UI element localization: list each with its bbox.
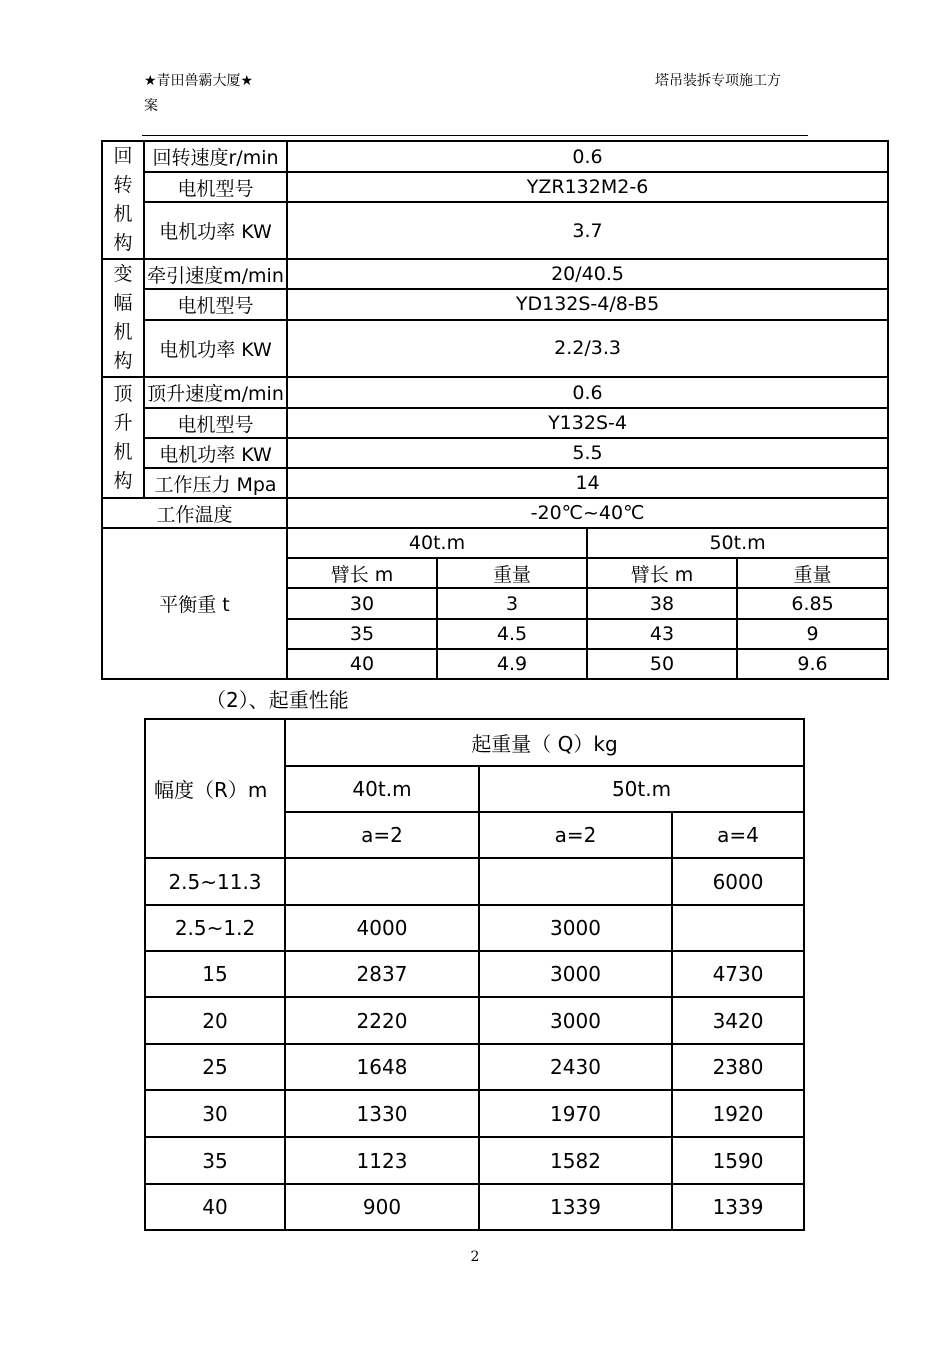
row-label: 工作压力 Mpa: [144, 468, 287, 498]
cell: 40: [287, 649, 437, 679]
table-row: [102, 320, 888, 378]
row-value: 3.7: [287, 202, 888, 259]
weight-header: 重量: [737, 558, 888, 588]
temperature-value: -20℃~40℃: [287, 498, 888, 528]
cell: 3000: [479, 997, 672, 1044]
table-row: [102, 289, 888, 319]
spec-table: [101, 140, 889, 680]
counterweight-label: 平衡重 t: [102, 528, 287, 679]
row-value: 20/40.5: [287, 259, 888, 289]
section-title: （2）、起重性能: [206, 688, 349, 712]
table-row: [102, 408, 888, 438]
table-row: [102, 468, 888, 498]
table-row: [102, 377, 888, 408]
row-value: YD132S-4/8-B5: [287, 289, 888, 319]
cell: 3: [437, 588, 587, 619]
cell: 3420: [672, 997, 804, 1044]
cell: 900: [285, 1184, 479, 1230]
cell: 1339: [672, 1184, 804, 1230]
cell: 4.9: [437, 649, 587, 679]
cell: 2.5~11.3: [145, 858, 285, 905]
cell: 35: [145, 1137, 285, 1184]
cell: 2380: [672, 1044, 804, 1090]
cell: 35: [287, 619, 437, 649]
table-row: [102, 259, 888, 289]
table-row: [145, 997, 804, 1044]
row-value: YZR132M2-6: [287, 172, 888, 202]
cell: 20: [145, 997, 285, 1044]
cell: 1582: [479, 1137, 672, 1184]
radius-header: 幅度（R）m: [145, 719, 285, 858]
cell: 1648: [285, 1044, 479, 1090]
cell: 2837: [285, 951, 479, 997]
cell: 4730: [672, 951, 804, 997]
row-label: 电机型号: [144, 172, 287, 202]
row-value: 5.5: [287, 438, 888, 468]
table-row: [145, 905, 804, 951]
table-row: [102, 202, 888, 259]
cell: 2220: [285, 997, 479, 1044]
a-header: a=2: [285, 812, 479, 858]
table-row: [145, 858, 804, 905]
row-label: 电机功率 KW: [144, 438, 287, 468]
cell: [285, 858, 479, 905]
table-row: [102, 141, 888, 172]
row-value: 2.2/3.3: [287, 320, 888, 378]
group-rotation: 回 转 机 构: [102, 141, 144, 259]
cell: 2430: [479, 1044, 672, 1090]
table-row: [145, 1044, 804, 1090]
weight-header: 重量: [437, 558, 587, 588]
cell: 43: [587, 619, 737, 649]
row-label: 回转速度r/min: [144, 141, 287, 172]
cell: 25: [145, 1044, 285, 1090]
row-label: 电机功率 KW: [144, 320, 287, 378]
header-left-title: ★青田兽霸大厦★: [144, 73, 254, 89]
cell: 1920: [672, 1090, 804, 1137]
row-label: 电机功率 KW: [144, 202, 287, 259]
row-label: 牵引速度m/min: [144, 259, 287, 289]
cell: 30: [145, 1090, 285, 1137]
page-number: 2: [470, 1249, 480, 1265]
cell: 3000: [479, 905, 672, 951]
col-40-header: 40t.m: [285, 766, 479, 812]
row-value: Y132S-4: [287, 408, 888, 438]
counterweight-40-header: 40t.m: [287, 528, 587, 558]
cell: [672, 905, 804, 951]
row-value: 14: [287, 468, 888, 498]
row-label: 顶升速度m/min: [144, 377, 287, 408]
a-header: a=4: [672, 812, 804, 858]
cell: 1330: [285, 1090, 479, 1137]
cell: 38: [587, 588, 737, 619]
table-row: [102, 498, 888, 528]
cell: 9: [737, 619, 888, 649]
cell: [479, 858, 672, 905]
group-jacking: 顶 升 机 构: [102, 377, 144, 498]
temperature-label: 工作温度: [102, 498, 287, 528]
row-label: 电机型号: [144, 408, 287, 438]
cell: 50: [587, 649, 737, 679]
table-row: [145, 719, 804, 766]
table-row: [102, 528, 888, 558]
a-header: a=2: [479, 812, 672, 858]
cell: 4.5: [437, 619, 587, 649]
cell: 6.85: [737, 588, 888, 619]
table-row: [102, 438, 888, 468]
table-row: [145, 951, 804, 997]
cell: 30: [287, 588, 437, 619]
cell: 3000: [479, 951, 672, 997]
table-row: [145, 1137, 804, 1184]
col-50-header: 50t.m: [479, 766, 804, 812]
capacity-header: 起重量（ Q）kg: [285, 719, 804, 766]
cell: 6000: [672, 858, 804, 905]
cell: 15: [145, 951, 285, 997]
row-label: 电机型号: [144, 289, 287, 319]
cell: 1970: [479, 1090, 672, 1137]
arm-length-header: 臂长 m: [287, 558, 437, 588]
header-right-title: 塔吊装拆专项施工方: [655, 73, 781, 89]
table-row: [102, 172, 888, 202]
cell: 40: [145, 1184, 285, 1230]
cell: 2.5~1.2: [145, 905, 285, 951]
cell: 1123: [285, 1137, 479, 1184]
cell: 9.6: [737, 649, 888, 679]
header-left-continuation: 案: [144, 98, 158, 114]
table-row: [145, 1184, 804, 1230]
cell: 4000: [285, 905, 479, 951]
header-divider: [142, 135, 808, 136]
cell: 1590: [672, 1137, 804, 1184]
cell: 1339: [479, 1184, 672, 1230]
row-value: 0.6: [287, 377, 888, 408]
arm-length-header: 臂长 m: [587, 558, 737, 588]
load-capacity-table: [144, 718, 805, 1231]
group-luffing: 变 幅 机 构: [102, 259, 144, 377]
counterweight-50-header: 50t.m: [587, 528, 888, 558]
table-row: [145, 1090, 804, 1137]
row-value: 0.6: [287, 141, 888, 172]
